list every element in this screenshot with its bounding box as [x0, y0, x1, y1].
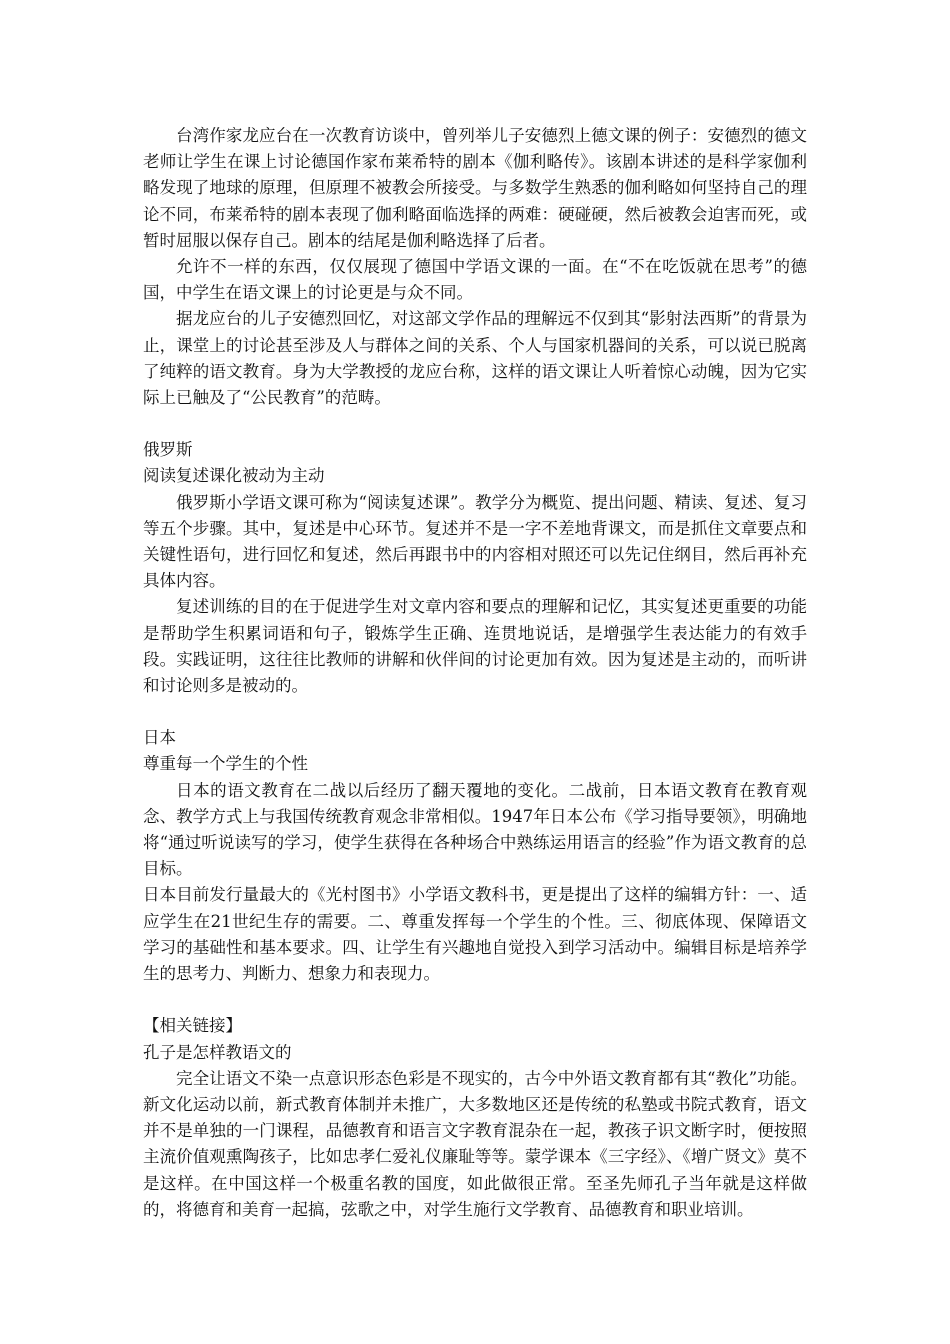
section-subtitle-confucius: 孔子是怎样教语文的: [143, 1042, 292, 1062]
paragraph-russia-2: 复述训练的目的在于促进学生对文章内容和要点的理解和记忆，其实复述更重要的功能是帮助学生积累词语和句子，锻炼学生正确、连贯地说话，是增强学生表达能力的有效手段。实践证明，这往往比教师的讲解和伙伴间的讨论更加有效。因为复述是主动的，而听讲和讨论则多是被动的。: [143, 597, 807, 696]
related-links-label: 【相关链接】: [143, 1016, 242, 1036]
paragraph-japan-2: 日本目前发行量最大的《光村图书》小学语文教科书，更是提出了这样的编辑方针：一、适应学生在21世纪生存的需要。二、尊重发挥每一个学生的个性。三、彻底体现、保障语文学习的基础性和基本要求。四、让学生有兴趣地自觉投入到学习活动中。编辑目标是培养学生的思考力、判断力、想象力和表现力。: [143, 885, 807, 984]
section-heading-russia: 俄罗斯: [143, 440, 193, 460]
section-subtitle-japan: 尊重每一个学生的个性: [143, 754, 308, 774]
paragraph-germany-3: 据龙应台的儿子安德烈回忆，对这部文学作品的理解远不仅到其“影射法西斯”的背景为止，课堂上的讨论甚至涉及人与群体之间的关系、个人与国家机器间的关系，可以说已脱离了纯粹的语文教育。身为大学教授的龙应台称，这样的语文课让人听着惊心动魄，因为它实际上已触及了“公民教育”的范畴。: [143, 309, 807, 408]
document-page: [143, 123, 807, 1223]
section-subtitle-russia: 阅读复述课化被动为主动: [143, 466, 325, 486]
section-spacer: [143, 699, 807, 725]
paragraph-russia-1: 俄罗斯小学语文课可称为“阅读复述课”。教学分为概览、提出问题、精读、复述、复习等五个步骤。其中，复述是中心环节。复述并不是一字不差地背课文，而是抓住文章要点和关键性语句，进行回忆和复述，然后再跟书中的内容相对照还可以先记住纲目，然后再补充具体内容。: [143, 492, 807, 591]
paragraph-germany-1: 台湾作家龙应台在一次教育访谈中，曾列举儿子安德烈上德文课的例子：安德烈的德文老师让学生在课上讨论德国作家布莱希特的剧本《伽利略传》。该剧本讲述的是科学家伽利略发现了地球的原理，但原理不被教会所接受。与多数学生熟悉的伽利略如何坚持自己的理论不同，布莱希特的剧本表现了伽利略面临选择的两难：硬碰硬，然后被教会迫害而死，或暂时屈服以保存自己。剧本的结尾是伽利略选择了后者。: [143, 126, 807, 250]
paragraph-germany-2: 允许不一样的东西，仅仅展现了德国中学语文课的一面。在“不在吃饭就在思考”的德国，中学生在语文课上的讨论更是与众不同。: [143, 257, 807, 303]
paragraph-japan-1: 日本的语文教育在二战以后经历了翻天覆地的变化。二战前，日本语文教育在教育观念、教学方式上与我国传统教育观念非常相似。1947年日本公布《学习指导要领》，明确地将“通过听说读写的学习，使学生获得在各种场合中熟练运用语言的经验”作为语文教育的总目标。: [143, 780, 807, 879]
section-spacer: [143, 411, 807, 437]
section-spacer: [143, 987, 807, 1013]
paragraph-confucius-1: 完全让语文不染一点意识形态色彩是不现实的，古今中外语文教育都有其“教化”功能。新文化运动以前，新式教育体制并未推广，大多数地区还是传统的私塾或书院式教育，语文并不是单独的一门课程，品德教育和语言文字教育混杂在一起，教孩子识文断字时，便按照主流价值观熏陶孩子，比如忠孝仁爱礼仪廉耻等等。蒙学课本《三字经》、《增广贤文》莫不是这样。在中国这样一个极重名教的国度，如此做很正常。至圣先师孔子当年就是这样做的，将德育和美育一起搞，弦歌之中，对学生施行文学教育、品德教育和职业培训。: [143, 1068, 807, 1219]
section-heading-japan: 日本: [143, 728, 176, 748]
